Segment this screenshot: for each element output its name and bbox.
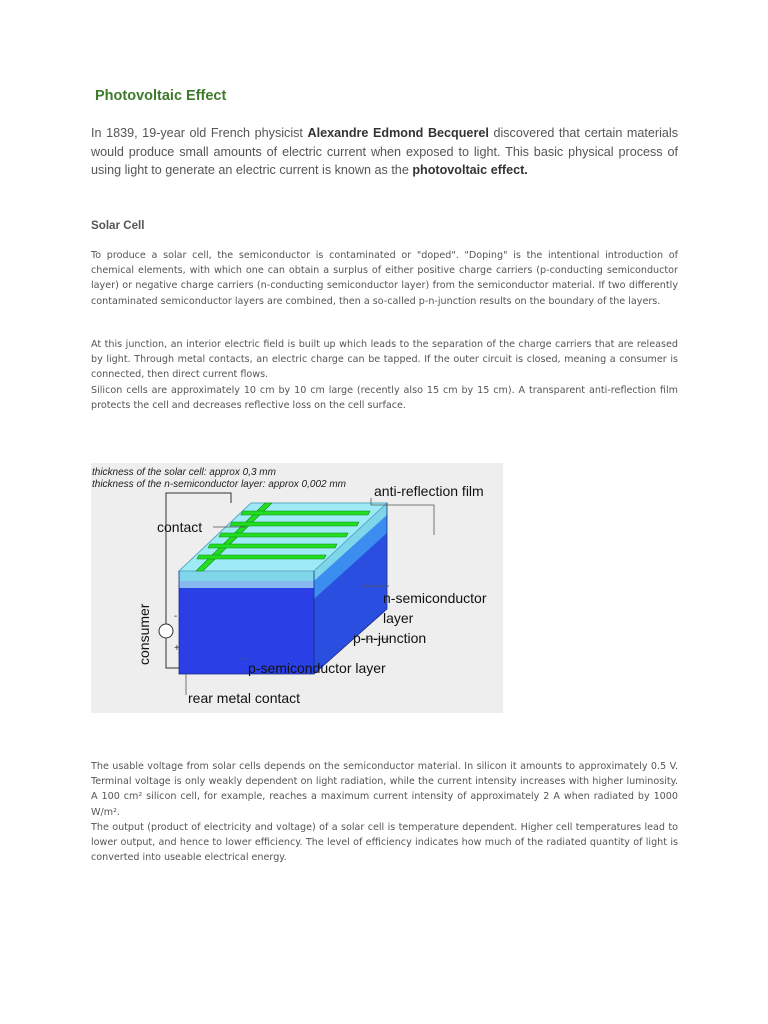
paragraph-output-text: The output (product of electricity and voltage) of a solar cell is temperature dependent. Higher cell temperatures lead to lower output, and hence to lower efficiency. The level of efficiency indicates how much of the radiated quantity of light is converted into useable electrical energy.	[91, 821, 678, 864]
paragraph-junction-text: At this junction, an interior electric field is built up which leads to the separation of the charge carriers that are released by light. Through metal contacts, an electric charge can be tapped. If the outer circuit is closed, meaning a consumer is connected, then direct current flows.	[91, 339, 678, 381]
label-p-semiconductor-layer: p-semiconductor layer	[248, 660, 386, 676]
intro-name: Alexandre Edmond Becquerel	[307, 126, 489, 140]
front-film-layer	[179, 571, 314, 581]
paragraph-voltage-text: The usable voltage from solar cells depends on the semiconductor material. In silicon it amounts to approximately 0.5 V. Terminal voltage is only weakly dependent on light radiation, while the current intensity increases with higher luminosity. A 100 cm² silicon cell, for example, reaches a maximum current intensity of approximately 2 A when radiated by 1000 W/m².	[91, 761, 678, 818]
intro-paragraph	[91, 124, 678, 180]
section-heading-solar-cell: Solar Cell	[91, 219, 145, 232]
label-p-n-junction: p-n-junction	[353, 630, 427, 646]
minus-sign: -	[174, 611, 178, 622]
paragraph-junction	[91, 337, 678, 413]
label-consumer: consumer	[136, 603, 152, 665]
solar-cell-svg	[91, 463, 503, 713]
plus-sign: +	[174, 643, 180, 654]
paragraph-doping: To produce a solar cell, the semiconductor is contaminated or "doped". "Doping" is the intentional introduction of chemical elements, with which one can obtain a surplus of either positive charge carriers (p-conducting semiconductor layer) or negative charge carriers (n-conducting semiconductor layer) from the semiconductor material. If two differently contaminated semiconductor layers are combined, then a so-called p-n-junction results on the boundary of the layers.	[91, 250, 678, 307]
intro-text-1: In 1839, 19-year old French physicist	[91, 126, 308, 140]
label-n-semiconductor: n-semiconductor	[383, 590, 487, 606]
label-contact: contact	[157, 519, 203, 535]
paragraph-silicon-size: Silicon cells are approximately 10 cm by 10 cm large (recently also 15 cm by 15 cm). A transparent anti-reflection film protects the cell and decreases reflective loss on the cell surface.	[91, 384, 678, 411]
label-anti-reflection-film: anti-reflection film	[374, 483, 484, 499]
page-title: Photovoltaic Effect	[95, 88, 227, 104]
label-rear-metal-contact: rear metal contact	[188, 690, 301, 706]
label-n-layer: layer	[383, 610, 414, 626]
caption-n-layer-thickness: thickness of the n-semiconductor layer: approx 0,002 mm	[92, 479, 347, 490]
solar-cell-diagram	[91, 463, 503, 713]
intro-text-2: discovered that certain materials would produce small amounts of electric current when exposed to light. This basic physical process of using light to generate an electric current is known as the	[91, 126, 678, 177]
front-n-layer	[179, 581, 314, 588]
caption-cell-thickness: thickness of the solar cell: approx 0,3 mm	[92, 467, 276, 478]
consumer-symbol	[159, 624, 173, 638]
paragraph-voltage	[91, 759, 678, 865]
intro-term: photovoltaic effect.	[412, 163, 528, 177]
